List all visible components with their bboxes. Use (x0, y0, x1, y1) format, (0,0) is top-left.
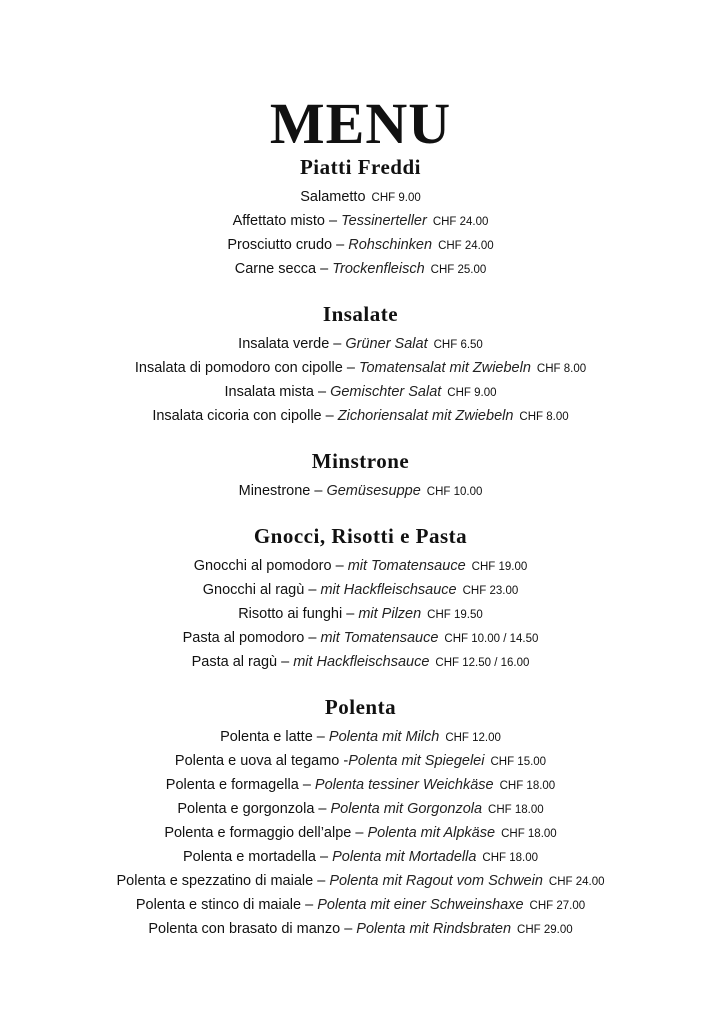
menu-item (0, 894, 721, 918)
menu-item (0, 234, 721, 258)
item-name: Polenta e formagella (165, 777, 299, 793)
item-price: CHF 18.00 (499, 780, 556, 792)
menu-item (0, 918, 721, 942)
item-price: CHF 15.00 (490, 756, 547, 768)
item-separator: – (340, 921, 357, 937)
item-description: Polenta mit Ragout vom Schwein (329, 873, 543, 889)
item-name: Prosciutto crudo (227, 237, 333, 253)
item-price: CHF 10.00 / 14.50 (444, 633, 539, 645)
menu-title: MENU (269, 90, 452, 156)
item-description: Grüner Salat (345, 336, 428, 352)
menu-item (0, 258, 721, 282)
item-separator: – (298, 777, 315, 793)
item-description: mit Pilzen (358, 606, 422, 622)
item-separator: – (329, 336, 346, 352)
item-price: CHF 24.00 (548, 876, 605, 888)
menu-item (0, 726, 721, 750)
item-separator: – (313, 873, 330, 889)
item-separator: – (301, 897, 318, 913)
section-heading: Polenta (324, 695, 397, 719)
item-separator: – (324, 213, 342, 229)
menu-item (0, 870, 721, 894)
item-name: Gnocchi al ragù (202, 582, 305, 598)
section-heading: Gnocci, Risotti e Pasta (253, 524, 468, 548)
item-separator: – (304, 582, 321, 598)
item-name: Insalata verde (238, 336, 330, 352)
item-name: Pasta al ragù (191, 654, 278, 670)
item-price: CHF 24.00 (432, 216, 489, 228)
menu-section (0, 155, 721, 282)
menu-item (0, 480, 721, 504)
menu-item (0, 357, 721, 381)
item-separator: – (316, 849, 333, 865)
item-name: Polenta e mortadella (183, 849, 316, 865)
menu-section (0, 524, 721, 675)
item-price: CHF 25.00 (430, 264, 487, 276)
item-name: Polenta e stinco di maiale (135, 897, 302, 913)
menu-section (0, 449, 721, 504)
menu-item (0, 798, 721, 822)
menu-item (0, 603, 721, 627)
item-description: Rohschinken (348, 237, 433, 253)
item-description: mit Hackfleischsauce (293, 654, 430, 670)
item-name: Affettato misto (232, 213, 325, 229)
item-name: Polenta con brasato di manzo (148, 921, 341, 937)
item-price: CHF 18.00 (482, 852, 538, 864)
item-name: Polenta e latte (220, 729, 313, 745)
item-price: CHF 10.00 (426, 486, 483, 498)
section-heading: Piatti Freddi (299, 155, 421, 179)
item-price: CHF 12.00 (445, 732, 501, 744)
item-description: Polenta mit Alpkäse (367, 825, 496, 841)
menu-section (0, 695, 721, 942)
item-separator: – (312, 729, 329, 745)
item-description: Gemischter Salat (330, 384, 442, 400)
item-name: Carne secca (234, 261, 317, 277)
item-price: CHF 8.00 (536, 363, 587, 375)
item-description: Polenta mit Gorgonzola (330, 801, 483, 817)
item-price: CHF 9.00 (371, 192, 421, 204)
menu-item (0, 774, 721, 798)
section-heading: Minstrone (311, 449, 410, 473)
item-price: CHF 24.00 (438, 240, 494, 252)
item-separator: – (314, 801, 331, 817)
item-price: CHF 18.00 (501, 828, 557, 840)
item-description: Polenta mit Rindsbraten (356, 921, 512, 937)
item-price: CHF 29.00 (517, 924, 573, 936)
item-separator: – (332, 237, 349, 253)
item-name: Polenta e spezzatino di maiale (116, 873, 314, 889)
item-separator: – (277, 654, 294, 670)
item-separator: – (304, 630, 321, 646)
item-separator: – (342, 606, 359, 622)
item-description: Polenta mit Spiegelei (348, 753, 485, 769)
item-separator: – (351, 825, 368, 841)
item-name: Salametto (300, 189, 366, 205)
menu-item (0, 579, 721, 603)
item-separator: – (313, 384, 331, 400)
item-separator: - (339, 753, 349, 769)
menu-body (0, 155, 721, 962)
item-separator: – (331, 558, 348, 574)
menu-item (0, 405, 721, 429)
item-description: Polenta mit einer Schweinshaxe (317, 897, 524, 913)
item-name: Polenta e uova al tegamo (174, 753, 340, 769)
section-heading: Insalate (322, 302, 399, 326)
item-description: mit Tomatensauce (320, 630, 439, 646)
item-description: Tessinerteller (341, 213, 427, 229)
menu-item (0, 846, 721, 870)
menu-item (0, 750, 721, 774)
menu-item (0, 381, 721, 405)
menu-item (0, 333, 721, 357)
item-name: Pasta al pomodoro (182, 630, 305, 646)
item-price: CHF 6.50 (433, 339, 483, 351)
menu-item (0, 627, 721, 651)
item-description: Trockenfleisch (332, 261, 425, 277)
item-price: CHF 18.00 (488, 804, 544, 816)
menu-item (0, 186, 721, 210)
item-description: Gemüsesuppe (326, 483, 421, 499)
item-description: Polenta mit Milch (328, 729, 440, 745)
item-description: Polenta mit Mortadella (332, 849, 477, 865)
menu-item (0, 210, 721, 234)
item-name: Polenta e formaggio dell’alpe (164, 825, 352, 841)
item-price: CHF 9.00 (447, 387, 497, 399)
item-description: Zichoriensalat mit Zwiebeln (337, 408, 514, 424)
item-description: Tomatensalat mit Zwiebeln (358, 360, 531, 376)
item-description: mit Hackfleischsauce (320, 582, 457, 598)
item-separator: – (321, 408, 338, 424)
item-separator: – (342, 360, 359, 376)
menu-item (0, 555, 721, 579)
item-name: Insalata mista (224, 384, 314, 400)
item-name: Risotto ai funghi (238, 606, 343, 622)
item-price: CHF 8.00 (519, 411, 569, 423)
item-name: Polenta e gorgonzola (177, 801, 315, 817)
menu-item (0, 822, 721, 846)
item-price: CHF 27.00 (529, 900, 586, 912)
item-name: Insalata cicoria con cipolle (152, 408, 322, 424)
item-description: Polenta tessiner Weichkäse (314, 777, 494, 793)
item-separator: – (316, 261, 333, 277)
item-price: CHF 19.00 (471, 561, 528, 573)
item-description: mit Tomatensauce (347, 558, 466, 574)
menu-section (0, 302, 721, 429)
item-price: CHF 23.00 (462, 585, 519, 597)
item-price: CHF 12.50 / 16.00 (435, 657, 530, 669)
item-price: CHF 19.50 (427, 609, 483, 621)
menu-item (0, 651, 721, 675)
item-separator: – (310, 483, 327, 499)
item-name: Insalata di pomodoro con cipolle (134, 360, 343, 376)
item-name: Gnocchi al pomodoro (193, 558, 332, 574)
item-name: Minestrone (238, 483, 311, 499)
